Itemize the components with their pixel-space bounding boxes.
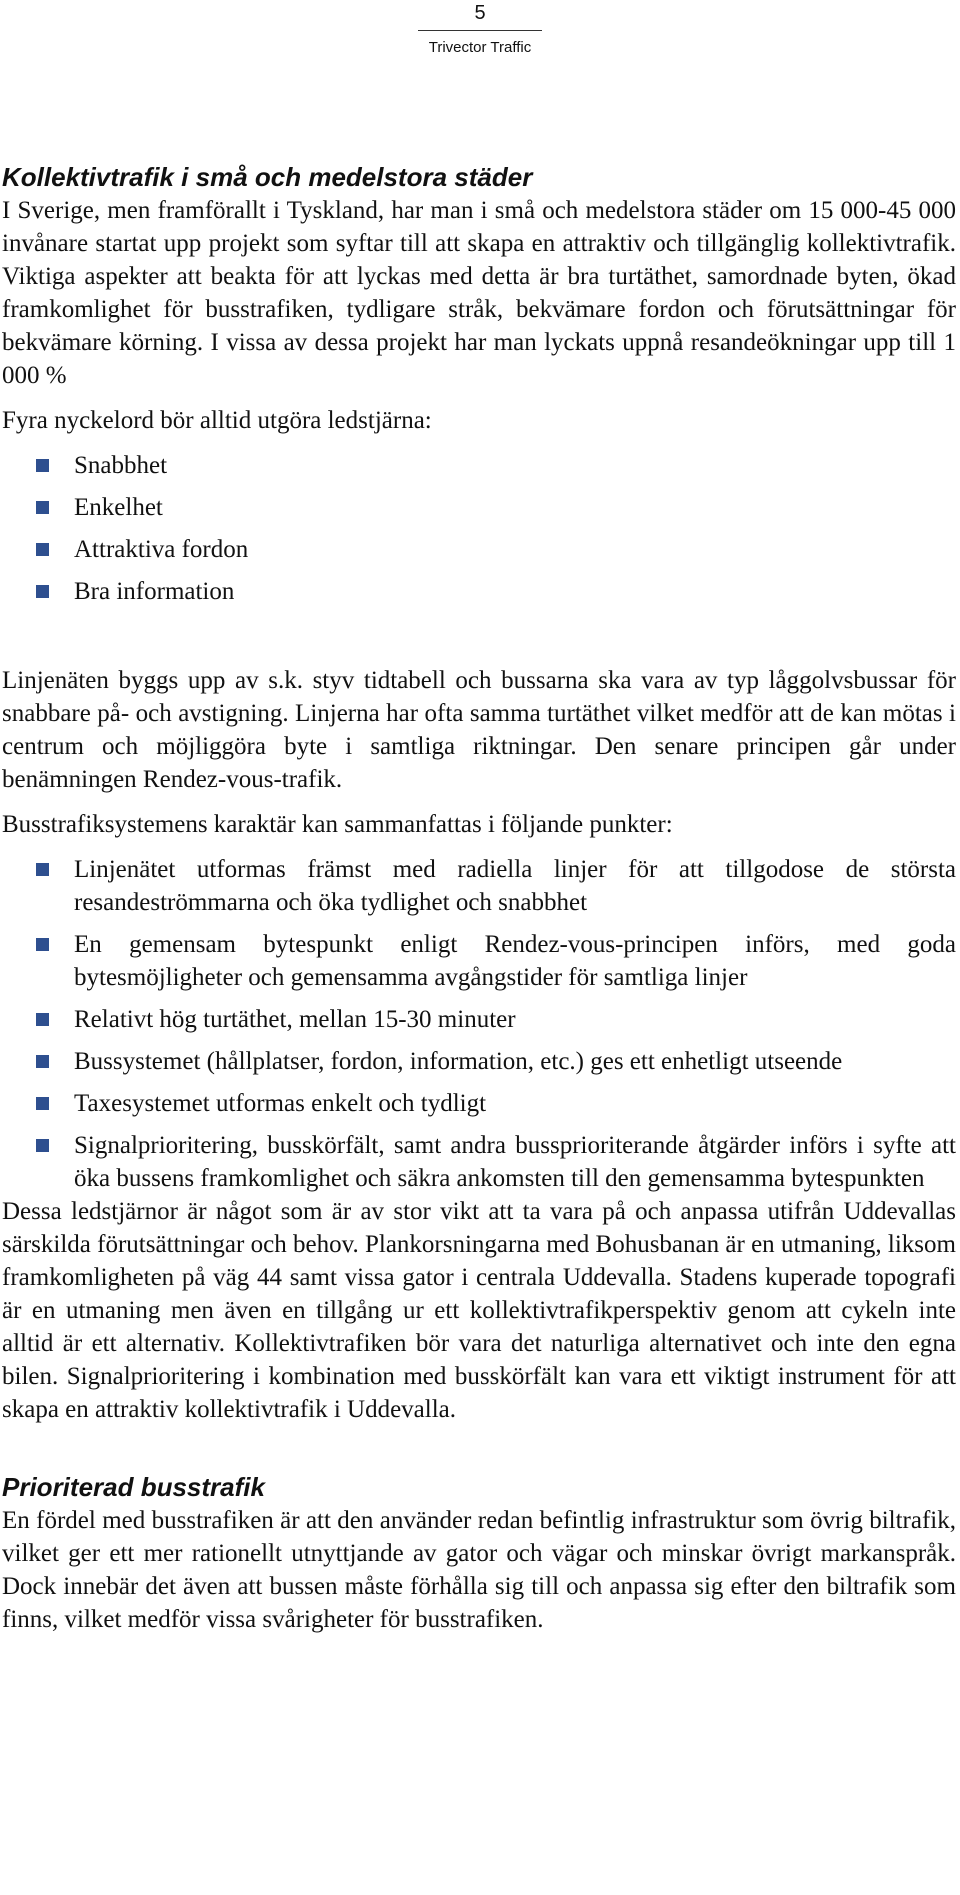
square-bullet-icon (36, 459, 49, 472)
square-bullet-icon (36, 585, 49, 598)
header-organization: Trivector Traffic (428, 39, 532, 56)
keyword-text: Enkelhet (74, 494, 163, 521)
header-divider (418, 30, 542, 31)
summary-point-text: Bussystemet (hållplatser, fordon, information, etc.) ges ett enhetligt utseende (74, 1048, 843, 1075)
summary-point-text: Linjenätet utformas främst med radiella linjer för att tillgodose de största resandeströmmarna och öka tydlighet och snabbhet (74, 856, 956, 916)
square-bullet-icon (36, 863, 49, 876)
square-bullet-icon (36, 1055, 49, 1068)
summary-list (2, 853, 956, 1195)
square-bullet-icon (36, 1139, 49, 1152)
prioritized-bus-paragraph: En fördel med busstrafiken är att den använder redan befintlig infrastruktur som övrig biltrafik, vilket ger ett mer rationellt utnyttjande av gator och vägar och minskar övrigt markanspråk. Dock innebär det även att bussen måste förhålla sig till och anpassa sig efter den biltrafik som finns, vilket medför vissa svårigheter för busstrafiken. (2, 1507, 956, 1633)
document-body (0, 160, 960, 1636)
keywords-lead: Fyra nyckelord bör alltid utgöra ledstjärna: (2, 407, 432, 434)
list-item (2, 1087, 956, 1120)
summary-point-text: Signalprioritering, busskörfält, samt andra bussprioriterande åtgärder införs i syfte att öka bussens framkomlighet och säkra ankomsten till den gemensamma bytespunkten (74, 1132, 956, 1192)
summary-point-text: Relativt hög turtäthet, mellan 15-30 minuter (74, 1006, 516, 1033)
summary-point-text: Taxesystemet utformas enkelt och tydligt (74, 1090, 487, 1117)
square-bullet-icon (36, 543, 49, 556)
network-paragraph: Linjenäten byggs upp av s.k. styv tidtabell och bussarna ska vara av typ låggolvsbussar för snabbare på- och avstigning. Linjerna har ofta samma turtäthet vilket medför att de kan mötas i centrum och möjliggöra byte i samtliga riktningar. Den senare principen går under benämningen Rendez-vous-trafik. (2, 667, 956, 793)
square-bullet-icon (36, 1097, 49, 1110)
square-bullet-icon (36, 1013, 49, 1026)
list-item (2, 449, 956, 482)
list-item (2, 1045, 956, 1078)
summary-lead: Busstrafiksystemens karaktär kan sammanfattas i följande punkter: (2, 811, 673, 838)
square-bullet-icon (36, 938, 49, 951)
conclusion-paragraph: Dessa ledstjärnor är något som är av stor vikt att ta vara på och anpassa utifrån Uddevallas särskilda förutsättningar och behov. Plankorsningarna med Bohusbanan är en utmaning, liksom framkomligheten på väg 44 samt vissa gator i centrala Uddevalla. Stadens kuperade topografi är en utmaning men även en tillgång ur ett kollektivtrafikperspektiv genom att cykeln inte alltid är ett alternativ. Kollektivtrafiken bör vara det naturliga alternativet och inte den egna bilen. Signalprioritering i kombination med busskörfält kan vara ett viktigt instrument för att skapa en attraktiv kollektivtrafik i Uddevalla. (2, 1198, 956, 1423)
page-header (0, 0, 960, 64)
keyword-text: Snabbhet (74, 452, 168, 479)
list-item (2, 928, 956, 994)
list-item (2, 1129, 956, 1195)
intro-paragraph: I Sverige, men framförallt i Tyskland, har man i små och medelstora städer om 15 000-45 000 invånare startat upp projekt som syftar till att skapa en attraktiv och tillgänglig kollektivtrafik. Viktiga aspekter att beakta för att lyckas med detta är bra turtäthet, samordnade byten, ökad framkomlighet för busstrafiken, tydligare stråk, bekvämare fordon och förutsättningar för bekvämare körning. I vissa av dessa projekt har man lyckats uppnå resandeökningar upp till 1 000 % (2, 197, 956, 389)
list-item (2, 491, 956, 524)
page-number: 5 (474, 2, 486, 24)
keyword-text: Attraktiva fordon (74, 536, 249, 563)
list-item (2, 1003, 956, 1036)
list-item (2, 853, 956, 919)
keywords-list (2, 449, 956, 608)
list-item (2, 533, 956, 566)
section-heading-prioriterad-busstrafik: Prioriterad busstrafik (2, 1472, 265, 1502)
section-heading-kollektivtrafik: Kollektivtrafik i små och medelstora städer (2, 162, 533, 192)
square-bullet-icon (36, 501, 49, 514)
keyword-text: Bra information (74, 578, 235, 605)
list-item (2, 575, 956, 608)
summary-point-text: En gemensam bytespunkt enligt Rendez-vous-principen införs, med goda bytesmöjligheter och gemensamma avgångstider för samtliga linjer (74, 931, 956, 991)
